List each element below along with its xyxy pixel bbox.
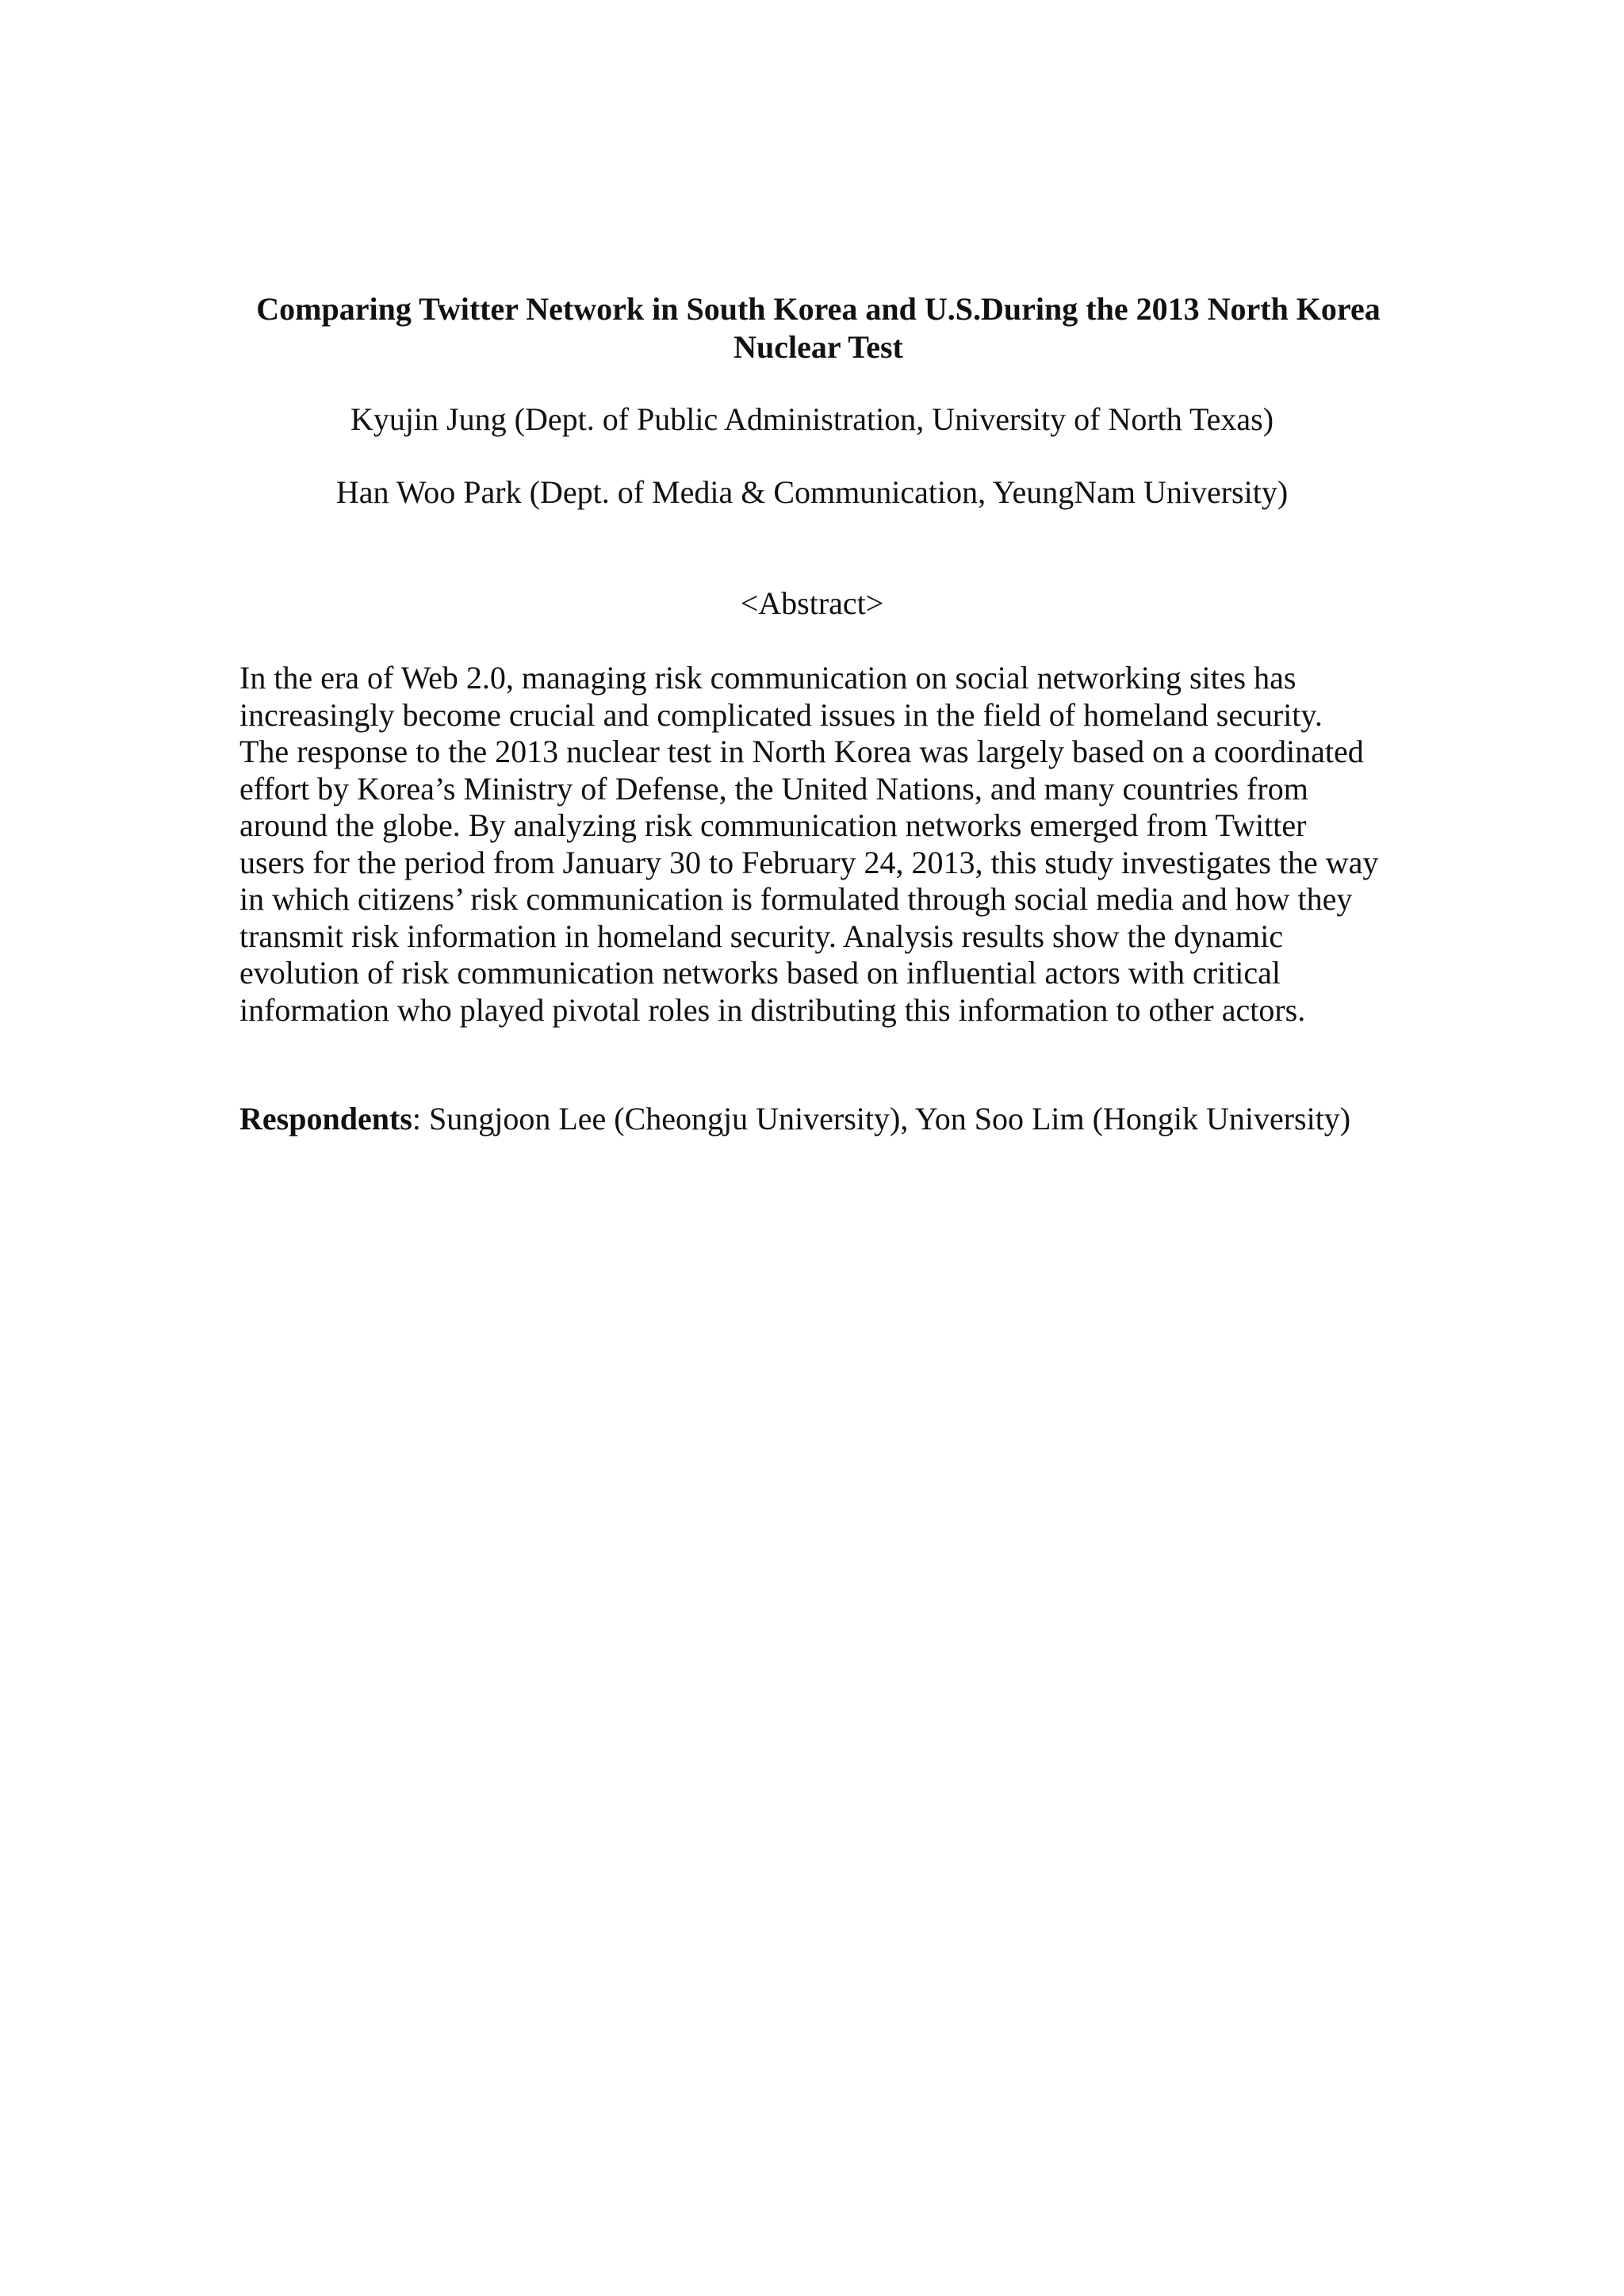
abstract-line: increasingly become crucial and complicated issues in the field of homeland security. (239, 696, 1323, 733)
abstract-line: in which citizens’ risk communication is formulated through social media and how they (239, 881, 1353, 917)
title-line: Nuclear Test (733, 329, 903, 365)
title-line: Comparing Twitter Network in South Korea and U.S.During the 2013 North Korea (256, 291, 1381, 327)
abstract-line: information who played pivotal roles in distributing this information to other actors. (239, 991, 1306, 1028)
paper-title (239, 290, 1397, 366)
abstract-line: effort by Korea’s Ministry of Defense, the United Nations, and many countries from (239, 770, 1308, 807)
respondents-names: : Sungjoon Lee (Cheongju University), Yon Soo Lim (Hongik University) (412, 1101, 1351, 1137)
abstract-line: transmit risk information in homeland security. Analysis results show the dynamic (239, 918, 1284, 954)
abstract-heading: <Abstract> (740, 585, 884, 621)
respondents-line (239, 1100, 1397, 1138)
abstract-body (239, 660, 1397, 1029)
abstract-line: In the era of Web 2.0, managing risk communication on social networking sites has (239, 660, 1297, 696)
author-line: Han Woo Park (Dept. of Media & Communication, YeungNam University) (335, 474, 1289, 510)
abstract-line: The response to the 2013 nuclear test in North Korea was largely based on a coordinated (239, 734, 1364, 769)
respondents-label: Respondents (239, 1101, 412, 1137)
author-line: Kyujin Jung (Dept. of Public Administration, University of North Texas) (350, 401, 1274, 437)
abstract-line: users for the period from January 30 to February 24, 2013, this study investigates the way (239, 844, 1379, 880)
abstract-line: evolution of risk communication networks based on influential actors with critical (239, 955, 1281, 991)
abstract-line: around the globe. By analyzing risk communication networks emerged from Twitter (239, 807, 1307, 843)
